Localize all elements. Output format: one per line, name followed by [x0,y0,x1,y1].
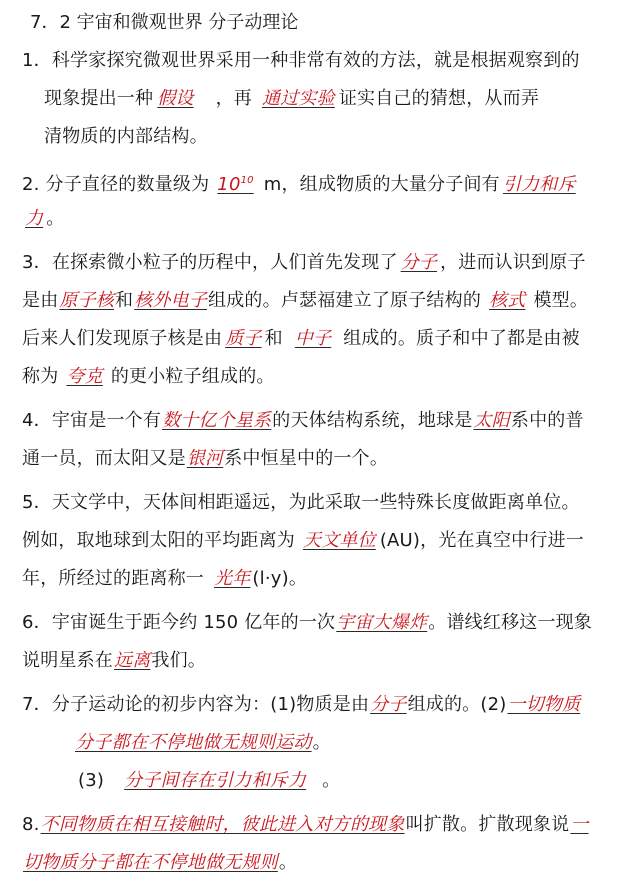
q8-text: 叫扩散。扩散现象说 [405,814,570,835]
q3-answer-molecule: 分子 [400,252,438,273]
q1-line-1 [22,42,622,80]
q8-answer-diffusion-definition: 不同物质在相互接触时，彼此进入对方的现象 [40,814,405,835]
q3-text: 组成的。卢瑟福建立了原子结构的 [208,290,482,311]
q5-answer-light-year: 光年 [214,568,251,589]
q3-text: 称为 [22,366,59,387]
q6-text: 。谱线红移这一现象 [428,612,593,633]
q7-answer-motion-part1: 一切物质 [507,694,581,715]
q4-text: 系中的普 [510,410,584,431]
q7-answer-motion-part2: 分子都在不停地做无规则运动 [75,732,312,753]
q8-line-1 [22,806,622,844]
q3-text: 模型。 [533,290,589,311]
q5-line-1 [22,484,622,522]
q1-text: 1．科学家探究微观世界采用一种非常有效的方法，就是根据观察到的 [22,50,580,71]
q3-text: 和 [115,290,134,311]
q7-text: 7．分子运动论的初步内容为：(1)物质是由 [22,694,370,715]
q1-answer-hypothesis: 假设 [157,88,194,109]
q3-answer-electrons: 核外电子 [134,290,208,311]
q1-text: 证实自己的猜想，从而弄 [338,88,540,109]
q3-text: 的更小粒子组成的。 [110,366,275,387]
q3-text: 组成的。质子和中了都是由被 [343,328,580,349]
q3-answer-proton: 质子 [225,328,262,349]
q4-text: 系中恒星中的一个。 [224,448,389,469]
q5-text: 年，所经过的距离称一 [22,568,204,589]
q4-answer-galaxies: 数十亿个星系 [162,410,272,431]
q8-text: 8. [22,814,40,835]
q5-text: 5．天文学中，天体间相距遥远，为此采取一些特殊长度做距离单位。 [22,492,580,513]
q8-line-2 [22,844,622,882]
q7-answer-molecules: 分子 [370,694,407,715]
q3-line-4 [22,358,622,396]
section-title: 7．2 宇宙和微观世界 分子动理论 [30,12,299,33]
q6-answer-big-bang: 宇宙大爆炸 [336,612,428,633]
q2-answer-force-part2: 力 [25,208,44,229]
q2-answer-exponent: 10 [240,175,254,186]
q2-answer-force-part1: 引力和斥 [502,174,576,195]
q1-text: ，再 [215,88,253,109]
q1-answer-experiment: 通过实验 [262,88,335,109]
q5-line-2 [22,522,622,560]
q3-answer-nuclear-model: 核式 [489,290,526,311]
q4-text: 通一员，而太阳又是 [22,448,186,469]
q3-text: 后来人们发现原子核是由 [22,328,223,349]
q3-text: 3．在探索微小粒子的历程中，人们首先发现了 [22,252,398,273]
q3-text: 和 [264,328,283,349]
q2-text: m，组成物质的大量分子间有 [263,174,500,195]
q7-line-3 [22,762,622,800]
q5-text: 例如，取地球到太阳的平均距离为 [22,530,295,551]
q2-line-2 [22,200,622,238]
q7-text: (3) [78,770,105,791]
q5-text: (l·y)。 [252,568,308,589]
q3-text: ，进而认识到原子 [440,252,586,273]
q8-answer-explanation-part2: 切物质分子都在不停地做无规则 [23,852,278,873]
q1-line-3 [22,118,622,156]
q3-line-3 [22,320,622,358]
q5-line-3 [22,560,622,598]
q4-answer-sun: 太阳 [473,410,510,431]
q7-text: 。 [312,732,331,753]
q8-answer-explanation-part1: 一 [570,814,589,835]
q1-text: 现象提出一种 [44,88,154,109]
q6-answer-receding: 远离 [114,650,151,671]
q2-text: 。 [46,208,65,229]
q7-line-1 [22,686,622,724]
q4-line-2 [22,440,622,478]
q4-answer-milky-way: 银河 [186,448,224,469]
q5-answer-astronomical-unit: 天文单位 [303,530,376,551]
q3-answer-neutron: 中子 [294,328,332,349]
q2-answer-magnitude [209,174,263,195]
q6-text: 说明星系在 [22,650,113,671]
q6-line-2 [22,642,622,680]
q5-text: (AU)，光在真空中行进一 [379,530,584,551]
q7-answer-forces: 分子间存在引力和斥力 [124,770,307,791]
q3-text: 是由 [22,290,59,311]
q6-text: 我们。 [151,650,207,671]
q8-text: 。 [278,852,298,873]
q1-text: 清物质的内部结构。 [44,126,208,147]
q3-line-1 [22,244,622,282]
q3-answer-quark: 夸克 [66,366,103,387]
q6-line-1 [22,604,622,642]
q3-line-2 [22,282,622,320]
q6-text: 6．宇宙诞生于距今约 150 亿年的一次 [22,612,336,633]
q4-text: 的天体结构系统，地球是 [272,410,473,431]
q2-line-1 [22,162,622,200]
q1-line-2 [22,80,622,118]
q2-text: 2. 分子直径的数量级为 [22,174,210,195]
q7-line-2 [22,724,622,762]
q2-answer-base: 10 [217,174,241,195]
q3-answer-nucleus: 原子核 [59,290,115,311]
q4-line-1 [22,402,622,440]
q4-text: 4．宇宙是一个有 [22,410,162,431]
q7-text: 。 [322,770,341,791]
q7-text: 组成的。(2) [407,694,507,715]
